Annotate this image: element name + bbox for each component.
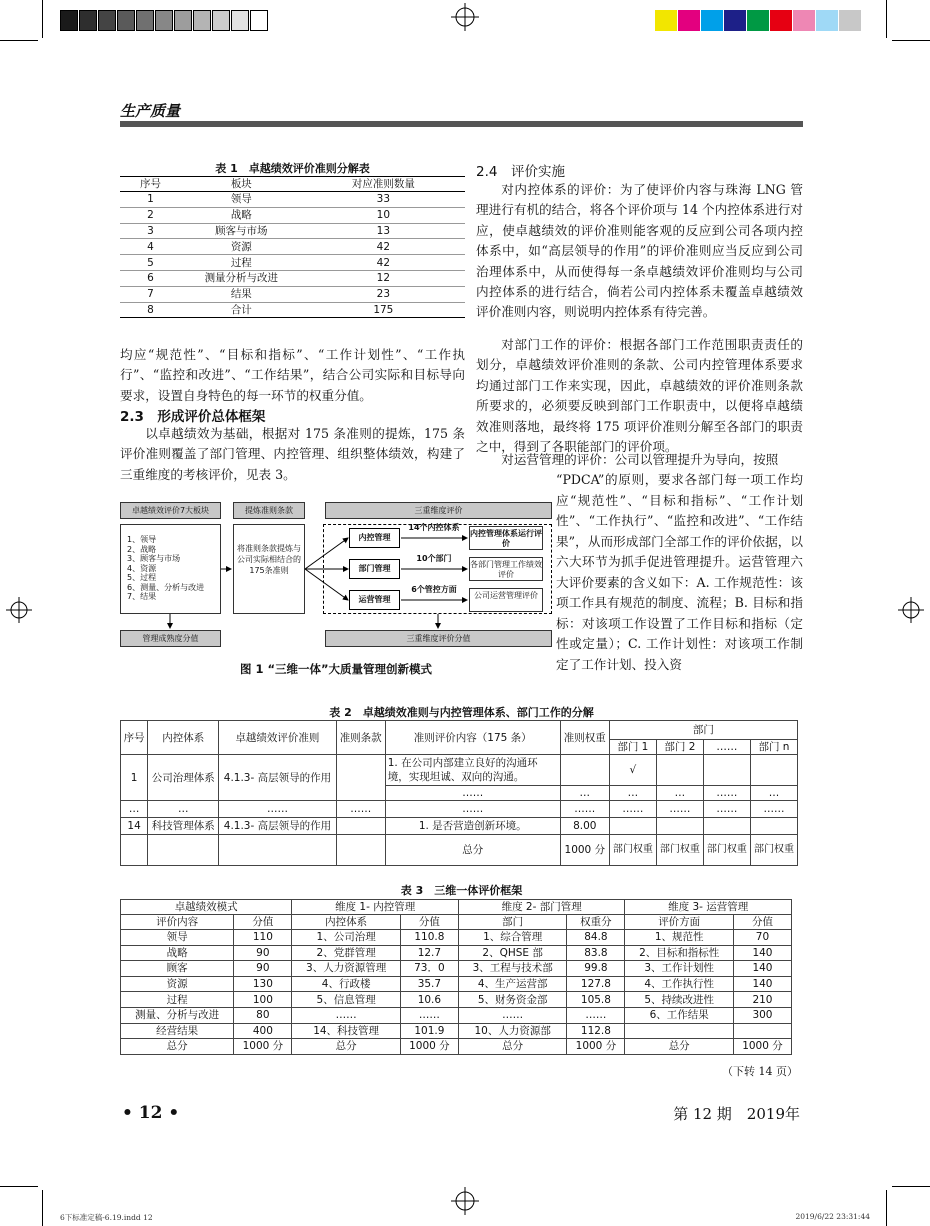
table2-row: [121, 755, 798, 786]
crop-mark: [892, 40, 930, 41]
table2-cell: 8.00: [560, 818, 609, 835]
table3-cell: 400: [234, 1023, 292, 1039]
table3-row: [121, 945, 792, 961]
table3-cell: 6、工作结果: [625, 1007, 734, 1023]
color-swatch: [655, 10, 677, 31]
table3-sub-header: 评价内容: [121, 915, 234, 930]
table2-cell: ……: [750, 801, 797, 818]
fig-box3-title: 三重维度评价: [325, 502, 552, 519]
table3-cell: 4、行政楼: [292, 976, 401, 992]
table2-total-value: 1000 分: [560, 835, 609, 866]
table2-header: 内控体系: [148, 721, 219, 755]
table1-cell: 资源: [230, 240, 252, 253]
table1-cell: 10: [376, 209, 391, 222]
table2-dept-weight: 部门权重: [609, 835, 656, 866]
table1-cell: 结果: [230, 288, 252, 301]
fig-dim-name: 运营管理: [349, 590, 400, 610]
crop-mark: [886, 0, 887, 38]
table2-cell: [121, 835, 148, 866]
table3-cell: 12.7: [400, 945, 458, 961]
registration-mark: [898, 597, 924, 623]
table1-cell: 领导: [230, 193, 252, 206]
table3-cell: 10、人力资源部: [458, 1023, 567, 1039]
fig-box1-item: 6、测量、分析与改进: [127, 582, 205, 592]
issue-label: 第 12 期 2019年: [673, 1105, 800, 1123]
table3-row: [121, 976, 792, 992]
table3-cell: 顾客: [121, 961, 234, 977]
color-swatch: [678, 10, 700, 31]
table1-cell: 42: [376, 240, 391, 253]
table1-row: [120, 302, 465, 318]
table2-cell: ……: [385, 786, 560, 801]
table3-row: [121, 1023, 792, 1039]
table1-row: [120, 207, 465, 223]
table2-dept-weight: 部门权重: [656, 835, 703, 866]
table2-cell: [560, 755, 609, 786]
table3-row: [121, 930, 792, 946]
gray-swatch: [155, 10, 173, 31]
table3-sub-header: 内控体系: [292, 915, 401, 930]
table3-caption: 表 3 三维一体评价框架: [400, 884, 523, 897]
table3-cell: 过程: [121, 992, 234, 1008]
table3-cell: 127.8: [567, 976, 625, 992]
table3-cell: 5、持续改进性: [625, 992, 734, 1008]
table1-cell: 过程: [230, 256, 252, 269]
table2-cell: [656, 818, 703, 835]
table3-cell: 140: [733, 945, 791, 961]
fig-dim-target: 内控管理体系运行评价: [469, 526, 543, 550]
table3-cell: 5、财务资金部: [458, 992, 567, 1008]
color-swatch: [747, 10, 769, 31]
gray-swatch: [193, 10, 211, 31]
table2-cell: [609, 818, 656, 835]
table2-cell: ……: [219, 801, 336, 818]
table2-cell: [336, 835, 385, 866]
table2-header: 卓越绩效评价准则: [219, 721, 336, 755]
table2-cell: [703, 818, 750, 835]
table1-cell: 顾客与市场: [215, 224, 268, 237]
table1-cell: 1: [147, 193, 154, 206]
gray-swatch: [98, 10, 116, 31]
table1: [120, 176, 465, 318]
table3-cell: 10.6: [400, 992, 458, 1008]
color-swatch: [816, 10, 838, 31]
table3-cell: 35.7: [400, 976, 458, 992]
table3-cell: 资源: [121, 976, 234, 992]
table3-sub-header: 部门: [458, 915, 567, 930]
table2-cell: [219, 835, 336, 866]
fig-box1-item: 1、领导: [127, 535, 157, 544]
table2-cell: 公司治理体系: [148, 755, 219, 801]
gray-swatch: [250, 10, 268, 31]
fig-dim-target: 各部门管理工作绩效评价: [469, 557, 543, 581]
gray-swatch: [79, 10, 97, 31]
table1-cell: 战略: [230, 209, 252, 222]
figure1-caption: 图 1 “三维一体”大质量管理创新模式: [239, 662, 433, 676]
fig-dim-link: 14个内控体系: [408, 523, 460, 532]
table1-row: [120, 270, 465, 286]
fig-box1-item: 7、结果: [127, 592, 157, 601]
color-swatch: [701, 10, 723, 31]
crop-mark: [892, 1186, 930, 1187]
color-swatch: [770, 10, 792, 31]
table3-cell: 经营结果: [121, 1023, 234, 1039]
gray-swatch: [60, 10, 78, 31]
table3-cell: 总分: [458, 1039, 567, 1055]
fig-bottom-right: 三重维度评价分值: [325, 630, 552, 647]
crop-mark: [886, 1190, 887, 1226]
table2-header: 序号: [121, 721, 148, 755]
table3-row: [121, 1039, 792, 1055]
table3-header-row: [121, 915, 792, 930]
table2-cell: 1: [121, 755, 148, 801]
table3-cell: 领导: [121, 930, 234, 946]
table1-cell: 33: [376, 193, 391, 206]
right-paragraph-1: 对内控体系的评价：为了使评价内容与珠海 LNG 管理进行有机的结合，将各个评价项与 14 个内控体系进行对应，使卓越绩效的评价准则能客观的反应到公司各项内控体系中，如“高层领导的作用”的评价准则应当反应到公司治理体系中，从而使得每一条卓越绩效评价准则均与公司内控体系的进行结合，倘若公司内控体系未覆盖卓越绩效评价准则内容，则说明内控体系有待完善。: [476, 182, 803, 320]
table1-cell: 12: [376, 272, 391, 285]
table3-cell: 210: [733, 992, 791, 1008]
table1-row: [120, 239, 465, 255]
table3-cell: 105.8: [567, 992, 625, 1008]
color-swatch: [724, 10, 746, 31]
table2-check: √: [609, 755, 656, 786]
fig-bottom-left: 管理成熟度分值: [120, 630, 221, 647]
table3-cell: 2、QHSE 部: [458, 945, 567, 961]
fig-box2: 将准则条款提炼与公司实际相结合的175条准则: [233, 524, 305, 614]
table3-cell: 3、人力资源管理: [292, 961, 401, 977]
table3-row: [121, 1007, 792, 1023]
right-paragraph-3a: 对运营管理的评价：公司以管理提升为导向，按照: [501, 452, 779, 467]
table2-cell: [703, 755, 750, 786]
fig-dim-name: 部门管理: [349, 559, 400, 579]
table1-row: [120, 223, 465, 239]
table2-header: 准则权重: [560, 721, 609, 755]
crop-mark: [42, 1190, 43, 1226]
crop-mark: [0, 40, 38, 41]
right-paragraph-3b: “PDCA”的原则，要求各部门每一项工作均应“规范性”、“目标和指标”、“工作计划性”、“工作执行”、“监控和改进”、“工作结果”，从而形成部门全部工作的评价依据，以六大环节为抓手促进管理提升。运营管理六大评价要素的含义如下：A. 工作规范性：该项工作具有规范的制度、流程；B. 目标和指标：对该项工作设置了工作目标和指标（定性或定量）；C. 工作计划性：对该项工作制定了工作计划、投入资: [556, 472, 803, 672]
table3: [120, 899, 792, 1055]
table1-cell: 5: [147, 256, 154, 269]
table3-cell: ……: [400, 1007, 458, 1023]
table2-cell: …: [750, 786, 797, 801]
fig-dim-name: 内控管理: [349, 528, 400, 548]
table2-cell: ……: [703, 801, 750, 818]
table3-sub-header: 分值: [400, 915, 458, 930]
table3-sub-header: 分值: [234, 915, 292, 930]
table2-cell: 1. 在公司内部建立良好的沟通环境，实现坦诚、双向的沟通。: [385, 755, 560, 786]
table3-cell: 1000 分: [234, 1039, 292, 1055]
table3-cell: 1000 分: [400, 1039, 458, 1055]
table1-row: [120, 255, 465, 271]
table1-cell: 23: [376, 288, 391, 301]
table3-cell: 140: [733, 976, 791, 992]
table1-cell: 合计: [230, 303, 252, 316]
table1-cell: 7: [147, 288, 154, 301]
crop-mark: [0, 1186, 38, 1187]
table2-dept-header: 部门 1: [609, 740, 656, 755]
table3-cell: ……: [292, 1007, 401, 1023]
fig-box1-title: 卓越绩效评价7大板块: [120, 502, 221, 519]
fig-dim-link: 10个部门: [416, 554, 452, 563]
table3-top-header: 维度 3- 运营管理: [625, 900, 792, 915]
table3-cell: 90: [234, 961, 292, 977]
table3-cell: 140: [733, 961, 791, 977]
table2-dept-header: ……: [703, 740, 750, 755]
table3-top-header: 维度 1- 内控管理: [292, 900, 459, 915]
color-swatch: [793, 10, 815, 31]
gray-swatch: [117, 10, 135, 31]
table2-cell: [750, 818, 797, 835]
section-heading-2-4: 2.4 评价实施: [476, 164, 565, 180]
table3-row: [121, 961, 792, 977]
gray-swatch: [174, 10, 192, 31]
file-info: 6下标准定稿-6.19.indd 12: [60, 1213, 153, 1222]
table2-total-label: 总分: [385, 835, 560, 866]
table3-cell: 14、科技管理: [292, 1023, 401, 1039]
table2-header: 准则评价内容（175 条）: [385, 721, 560, 755]
table3-cell: 1、公司治理: [292, 930, 401, 946]
table1-cell: 42: [376, 256, 391, 269]
table3-sub-header: 评价方面: [625, 915, 734, 930]
table1-cell: 4: [147, 240, 154, 253]
table3-cell: 1000 分: [567, 1039, 625, 1055]
table1-cell: 13: [376, 224, 391, 237]
table3-row: [121, 992, 792, 1008]
registration-mark: [6, 597, 32, 623]
table3-cell: ……: [458, 1007, 567, 1023]
table2-cell: ……: [703, 786, 750, 801]
table2-cell: [336, 818, 385, 835]
table3-cell: 3、工作计划性: [625, 961, 734, 977]
table3-cell: 1、规范性: [625, 930, 734, 946]
table3-cell: [733, 1023, 791, 1039]
table3-cell: 总分: [292, 1039, 401, 1055]
table3-sub-header: 权重分: [567, 915, 625, 930]
left-paragraph-1: 均应“规范性”、“目标和指标”、“工作计划性”、“工作执行”、“监控和改进”、“工作结果”，结合公司实际和目标导向要求，设置自身特色的每一环节的权重分值。: [120, 347, 465, 403]
table3-cell: 总分: [625, 1039, 734, 1055]
section-heading-2-3: 2.3 形成评价总体框架: [120, 409, 266, 425]
table2-total-row: [121, 835, 798, 866]
table3-cell: 2、目标和指标性: [625, 945, 734, 961]
table2-cell: [656, 755, 703, 786]
table2-dept-weight: 部门权重: [703, 835, 750, 866]
section-title: 生产质量: [120, 102, 181, 120]
crop-mark: [42, 0, 43, 38]
header-rule: [120, 121, 803, 127]
table2-dept-header: 部门 n: [750, 740, 797, 755]
fig-dim-target: 公司运营管理评价: [469, 588, 543, 612]
table3-cell: 100: [234, 992, 292, 1008]
table3-cell: 4、工作执行性: [625, 976, 734, 992]
table2-cell: [750, 755, 797, 786]
table2-row: [121, 801, 798, 818]
table3-top-header: 卓越绩效模式: [121, 900, 292, 915]
table2-cell: 1. 是否营造创新环境。: [385, 818, 560, 835]
table3-cell: 70: [733, 930, 791, 946]
gray-swatch: [136, 10, 154, 31]
table1-caption: 表 1 卓越绩效评价准则分解表: [215, 162, 370, 175]
table3-cell: 战略: [121, 945, 234, 961]
table3-cell: ……: [567, 1007, 625, 1023]
table2-cell: …: [609, 786, 656, 801]
table3-cell: 84.8: [567, 930, 625, 946]
table3-cell: 73．0: [400, 961, 458, 977]
table2-caption: 表 2 卓越绩效准则与内控管理体系、部门工作的分解: [329, 706, 594, 719]
table1-header: 板块: [230, 178, 252, 190]
table3-cell: 90: [234, 945, 292, 961]
table2-dept-weight: 部门权重: [750, 835, 797, 866]
gray-swatch: [231, 10, 249, 31]
table1-cell: 2: [147, 209, 154, 222]
page-number: • 12 •: [122, 1103, 180, 1123]
table2-cell: …: [656, 786, 703, 801]
table3-cell: 5、信息管理: [292, 992, 401, 1008]
table1-row: [120, 192, 465, 208]
table3-cell: 4、生产运营部: [458, 976, 567, 992]
table2-cell: 4.1.3- 高层领导的作用: [219, 818, 336, 835]
table2-cell: ……: [609, 801, 656, 818]
table2-cell: ……: [336, 801, 385, 818]
continued-note: （下转 14 页）: [722, 1065, 798, 1078]
table2-cell: 科技管理体系: [148, 818, 219, 835]
table1-row: [120, 286, 465, 302]
fig-box1-item: 4、资源: [127, 563, 157, 573]
fig-dim-link: 6个管控方面: [411, 585, 457, 594]
table3-cell: 80: [234, 1007, 292, 1023]
table3-cell: 112.8: [567, 1023, 625, 1039]
table3-cell: 130: [234, 976, 292, 992]
table3-cell: 83.8: [567, 945, 625, 961]
table3-cell: 101.9: [400, 1023, 458, 1039]
registration-mark: [451, 1187, 479, 1215]
table1-cell: 测量分析与改进: [204, 272, 279, 285]
fig-box1-item: 5、过程: [127, 573, 157, 582]
table3-top-header: 维度 2- 部门管理: [458, 900, 625, 915]
figure1: [120, 502, 552, 648]
table1-cell: 3: [147, 224, 154, 237]
table2-cell: ……: [656, 801, 703, 818]
table2-header-row: [121, 721, 798, 740]
table3-cell: 3、工程与技术部: [458, 961, 567, 977]
table2-cell: [336, 755, 385, 801]
fig-box1-item: 3、顾客与市场: [127, 554, 181, 563]
table3-sub-header: 分值: [733, 915, 791, 930]
table3-header-row: [121, 900, 792, 915]
table2-header: 部门: [609, 721, 797, 740]
table3-cell: [625, 1023, 734, 1039]
table2-row: [121, 818, 798, 835]
timestamp: 2019/6/22 23:31:44: [795, 1212, 870, 1221]
table1-cell: 6: [147, 272, 154, 285]
table2-cell: …: [560, 786, 609, 801]
table3-cell: 99.8: [567, 961, 625, 977]
table3-cell: 110: [234, 930, 292, 946]
table2-header: 准则条款: [336, 721, 385, 755]
table3-cell: 2、党群管理: [292, 945, 401, 961]
table3-cell: 测量、分析与改进: [121, 1007, 234, 1023]
table3-cell: 总分: [121, 1039, 234, 1055]
registration-mark: [451, 3, 479, 31]
gray-swatch: [212, 10, 230, 31]
table3-cell: 110.8: [400, 930, 458, 946]
table2-cell: ……: [560, 801, 609, 818]
table1-cell: 175: [373, 303, 394, 316]
table3-cell: 300: [733, 1007, 791, 1023]
fig-box1-item: 2、战略: [127, 544, 157, 554]
table2-dept-header: 部门 2: [656, 740, 703, 755]
table1-cell: 8: [147, 303, 154, 316]
table2: [120, 720, 798, 866]
table2-cell: [148, 835, 219, 866]
table3-cell: 1、综合管理: [458, 930, 567, 946]
table1-header: 对应准则数量: [351, 178, 415, 190]
table2-cell: 14: [121, 818, 148, 835]
table2-cell: …: [121, 801, 148, 818]
table2-cell: …: [148, 801, 219, 818]
table3-cell: 1000 分: [733, 1039, 791, 1055]
right-paragraph-2: 对部门工作的评价：根据各部门工作范围职责责任的划分，卓越绩效评价准则的条款、公司内控管理体系要求均通过部门工作来实现，因此，卓越绩效的评价准则条款所要求的，必须要反映到部门工作职责中，以便将卓越绩效准则落地，最终将 175 项评价准则分解至各部门的职责之中，得到了各职能部门的评价项。: [476, 337, 803, 455]
table2-cell: 4.1.3- 高层领导的作用: [219, 755, 336, 801]
table1-header: 序号: [139, 178, 161, 190]
left-paragraph-2: 以卓越绩效为基础，根据对 175 条准则的提炼，175 条评价准则覆盖了部门管理、内控管理、组织整体绩效，构建了三重维度的考核评价，见表 3。: [120, 426, 465, 482]
fig-box2-title: 提炼准则条款: [233, 502, 305, 519]
color-swatch: [839, 10, 861, 31]
table2-cell: ……: [385, 801, 560, 818]
